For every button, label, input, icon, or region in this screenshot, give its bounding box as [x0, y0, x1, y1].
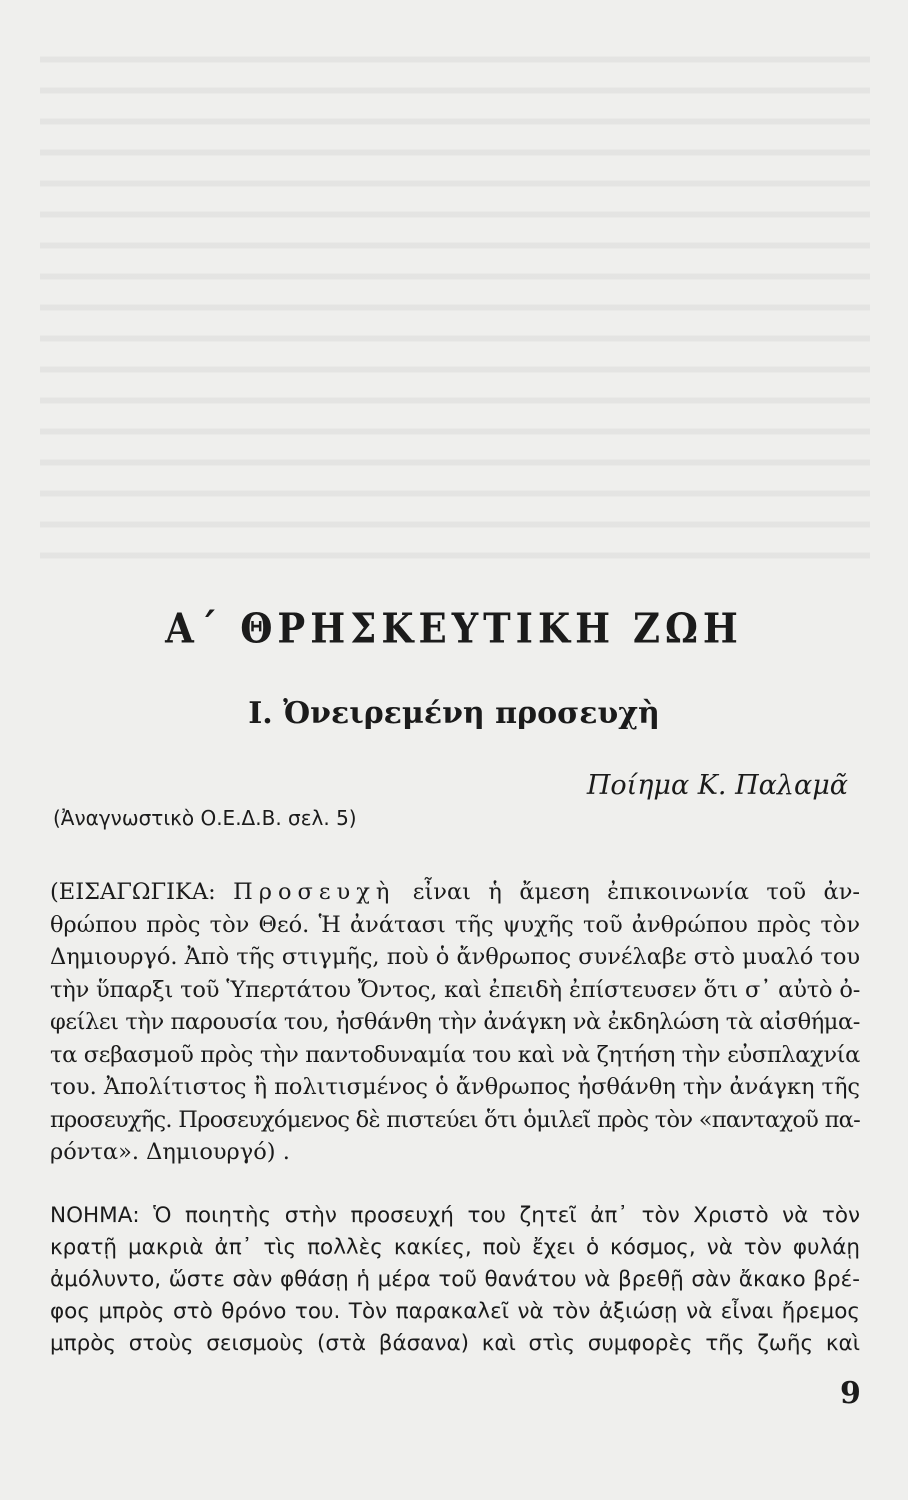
section-title: Ι. Ὀνειρεμένη προσευχὴ	[248, 696, 660, 731]
chapter-heading: Α΄ ΘΡΗΣΚΕΥΤΙΚΗ ΖΩΗ	[165, 603, 743, 653]
intro-term: Προσευχὴ	[233, 879, 396, 905]
show-through-text	[40, 40, 870, 560]
page-number: 9	[840, 1376, 861, 1411]
intro-label: (ΕΙΣΑΓΩΓΙΚΑ:	[50, 879, 216, 905]
source-reference: (Ἀναγνωστικὸ Ο.Ε.Δ.Β. σελ. 5)	[53, 806, 357, 830]
intro-line: Δημιουργό. Ἀπὸ τῆς στιγμῆς, ποὺ ὁ ἄνθρωπος συνέλαβε στὸ μυαλό του	[50, 944, 860, 970]
intro-line: τα σεβασμοῦ πρὸς τὴν παντοδυναμία του καὶ νὰ ζητήση τὴν εὐσπλαχνία	[50, 1041, 860, 1068]
intro-line: τὴν ὕπαρξι τοῦ Ὑπερτάτου Ὄντος, καὶ ἐπειδὴ ἐπίστευσεν ὅτι σ᾽ αὐτὸ ὀ-	[50, 976, 861, 1003]
intro-first-line: εἶναι ἡ ἄμεση ἐπικοινωνία τοῦ ἀν-	[412, 879, 861, 905]
intro-line	[50, 876, 860, 909]
meaning-line: ΝΟΗΜΑ: Ὁ ποιητὴς στὴν προσευχή του ζητεῖ ἀπ᾽ τὸν Χριστὸ νὰ τὸν	[50, 1203, 860, 1228]
intro-line: θρώπου πρὸς τὸν Θεό. Ἡ ἀνάτασι τῆς ψυχῆς τοῦ ἀνθρώπου πρὸς τὸν	[50, 911, 860, 938]
intro-line: φείλει τὴν παρουσία του, ἠσθάνθη τὴν ἀνάγκη νὰ ἐκδηλώση τὰ αἰσθήμα-	[50, 1009, 860, 1035]
meaning-line: κρατῇ μακριὰ ἀπ᾽ τὶς πολλὲς κακίες, ποὺ ἔχει ὁ κόσμος, νὰ τὸν φυλάῃ	[50, 1235, 860, 1260]
poem-author: Ποίημα Κ. Παλαμᾶ	[586, 770, 848, 801]
intro-last-line: ρόντα». Δημιουργό) .	[50, 1139, 290, 1165]
introduction-paragraph	[50, 876, 860, 1169]
meaning-line: φος μπρὸς στὸ θρόνο του. Τὸν παρακαλεῖ νὰ τὸν ἀξιώσῃ νὰ εἶναι ἤρεμος	[50, 1299, 860, 1324]
intro-line: του. Ἀπολίτιστος ἢ πολιτισμένος ὁ ἄνθρωπος ἠσθάνθη τὴν ἀνάγκη τῆς	[50, 1074, 860, 1100]
meaning-paragraph	[50, 1200, 860, 1360]
intro-line: προσευχῆς. Προσευχόμενος δὲ πιστεύει ὅτι ὁμιλεῖ πρὸς τὸν «πανταχοῦ πα-	[50, 1106, 860, 1133]
meaning-line: μπρὸς στοὺς σεισμοὺς (στὰ βάσανα) καὶ στὶς συμφορὲς τῆς ζωῆς καὶ	[50, 1331, 860, 1356]
meaning-line: ἀμόλυντο, ὥστε σὰν φθάσῃ ἡ μέρα τοῦ θανάτου νὰ βρεθῇ σὰν ἄκακο βρέ-	[50, 1267, 860, 1292]
